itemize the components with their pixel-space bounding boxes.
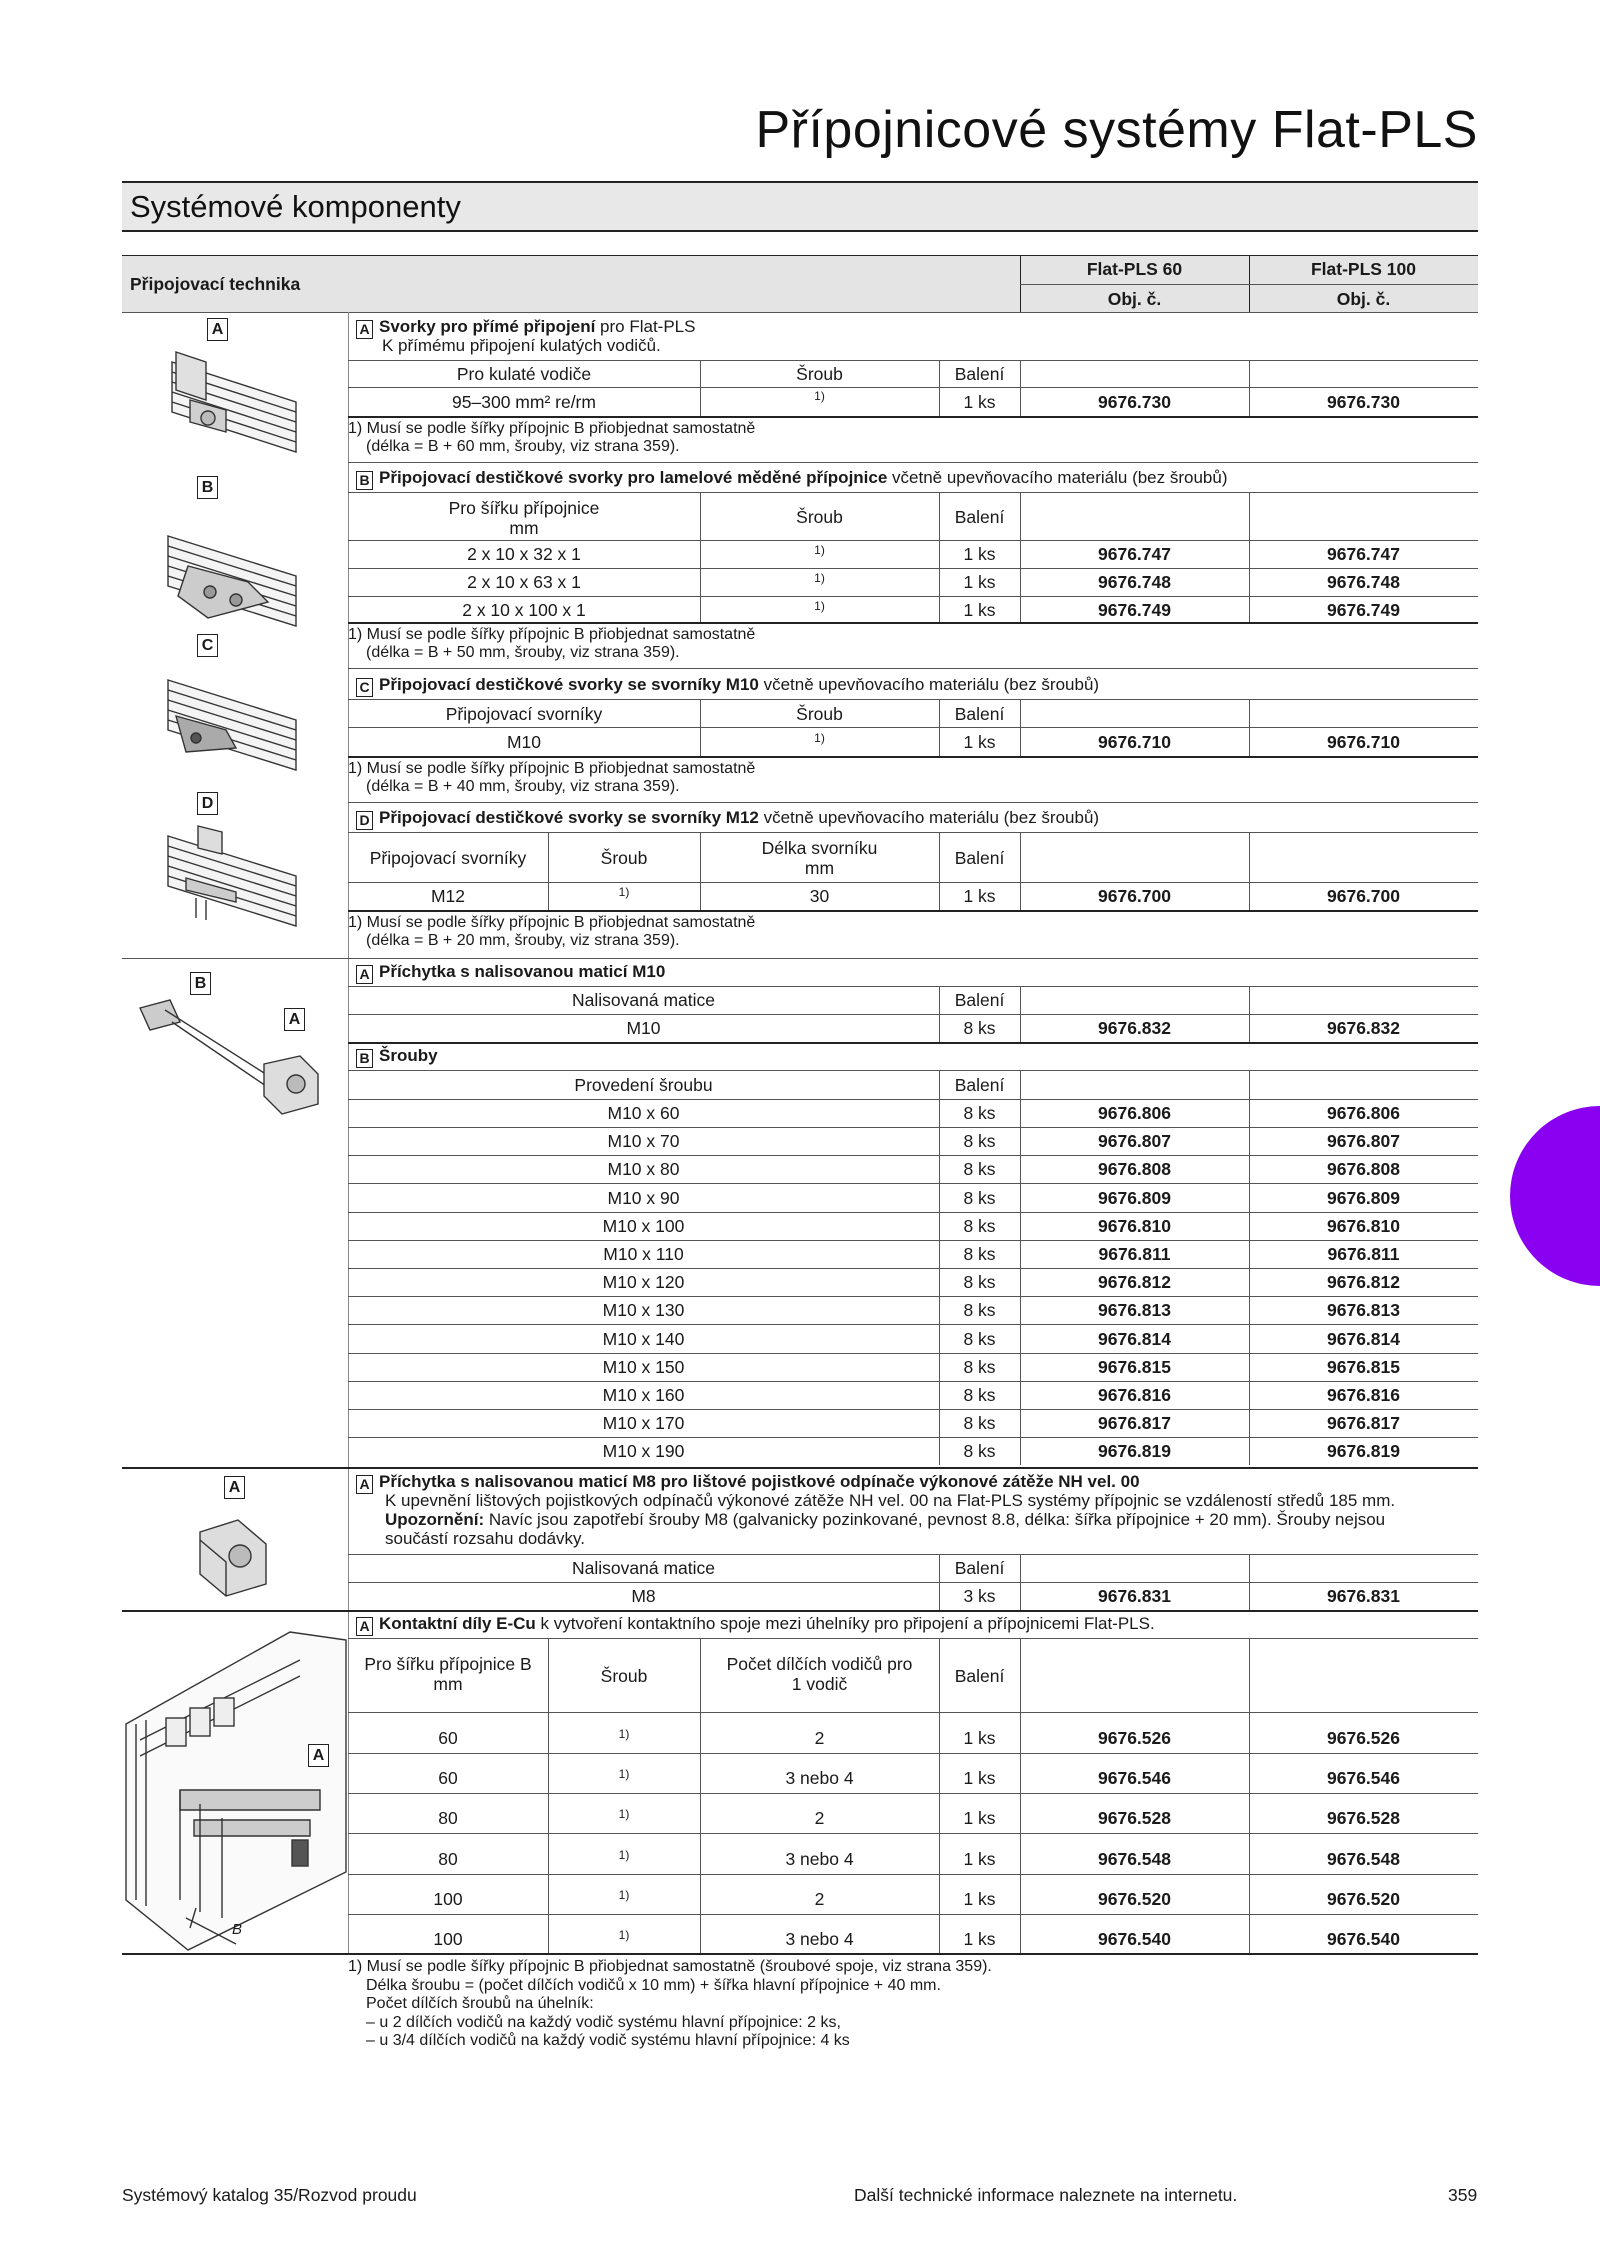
item-badge: D — [356, 811, 373, 830]
col-a-obj: Obj. č. — [1107, 289, 1162, 309]
table-cell: 30 — [809, 886, 830, 906]
order-number: 9676.814 — [1327, 1328, 1400, 1349]
table-cell: 8 ks — [963, 1131, 996, 1152]
table-cell: Balení — [954, 704, 1005, 724]
item-badge: A — [356, 320, 373, 339]
section-title: Systémové komponenty — [130, 189, 461, 224]
order-number: 9676.747 — [1098, 544, 1171, 564]
table-cell: 8 ks — [963, 1413, 996, 1434]
order-number: 9676.819 — [1098, 1441, 1171, 1462]
warning-text: Navíc jsou zapotřebí šrouby M8 (galvanicky pozinkované, pevnost 8.8, délka: šířka přípojnice + 20 mm). Šrouby nejsou — [484, 1510, 1386, 1529]
clip-m8-illustration — [200, 1520, 266, 1596]
table-cell: 8 ks — [963, 1215, 996, 1236]
table-cell: Nalisovaná matice — [572, 990, 715, 1010]
g7-description-end: součástí rozsahu dodávky. — [385, 1529, 586, 1548]
footnote-ref: 1) — [618, 1767, 630, 1782]
footnote: Počet dílčích šroubů na úhelník: — [366, 1995, 594, 2012]
table-cell: mm — [433, 1674, 463, 1694]
table-cell: 8 ks — [963, 1328, 996, 1349]
table-cell: Šroub — [600, 848, 648, 868]
page-number: 359 — [1448, 2185, 1478, 2205]
table-cell: 1 ks — [963, 1808, 996, 1829]
order-number: 9676.710 — [1327, 732, 1400, 752]
table-cell: Balení — [954, 1075, 1005, 1095]
table-cell: 8 ks — [963, 1441, 996, 1462]
table-cell: 3 ks — [963, 1586, 996, 1606]
item-title: Svorky pro přímé připojení — [379, 317, 596, 336]
order-number: 9676.809 — [1098, 1187, 1171, 1208]
footnote: 1) Musí se podle šířky přípojnic B přiobjednat samostatně — [348, 760, 756, 777]
order-number: 9676.540 — [1327, 1929, 1400, 1949]
table-cell: M10 — [626, 1018, 661, 1038]
table-cell: 80 — [438, 1848, 458, 1869]
footnote: (délka = B + 60 mm, šrouby, viz strana 359). — [366, 438, 680, 455]
footnote-ref: 1) — [618, 1727, 630, 1741]
col-b-obj: Obj. č. — [1336, 289, 1391, 309]
table-cell: 3 nebo 4 — [785, 1848, 854, 1869]
item-badge: A — [356, 965, 373, 984]
table-cell: Šroub — [600, 1666, 648, 1686]
table-cell: M10 x 110 — [603, 1244, 684, 1264]
footnote-ref: 1) — [618, 1847, 630, 1862]
col-b-title: Flat-PLS 100 — [1310, 259, 1417, 279]
footnote-ref: 1) — [618, 1887, 630, 1902]
table-cell: M8 — [631, 1586, 656, 1606]
image-label-a2: A — [284, 1008, 305, 1031]
order-number: 9676.548 — [1098, 1848, 1171, 1869]
item-title-rest: pro Flat-PLS — [595, 317, 696, 336]
table-cell: 8 ks — [963, 1385, 996, 1405]
table-cell: 1 vodič — [791, 1674, 848, 1694]
table-cell: Připojovací svorníky — [445, 704, 603, 724]
table-cell: 1 ks — [963, 732, 996, 752]
order-number: 9676.815 — [1327, 1356, 1400, 1377]
order-number: 9676.528 — [1098, 1808, 1171, 1829]
table-cell: 8 ks — [963, 1272, 996, 1293]
footnote: – u 2 dílčích vodičů na každý vodič systému hlavní přípojnice: 2 ks, — [366, 2013, 841, 2031]
table-cell: 8 ks — [963, 1103, 996, 1123]
table-cell: 1 ks — [963, 392, 996, 412]
table-cell: 1 ks — [963, 1848, 996, 1869]
table-cell: Počet dílčích vodičů pro — [726, 1654, 913, 1674]
order-number: 9676.807 — [1327, 1131, 1400, 1152]
table-cell: Balení — [954, 1666, 1005, 1686]
table-cell: Pro šířku přípojnice — [448, 498, 600, 518]
order-number: 9676.748 — [1327, 572, 1400, 592]
footnote: 1) Musí se podle šířky přípojnic B přiobjednat samostatně — [348, 914, 756, 931]
image-label-c: C — [197, 634, 218, 657]
table-cell: 2 x 10 x 100 x 1 — [462, 600, 586, 620]
order-number: 9676.528 — [1327, 1808, 1400, 1829]
table-cell: 1 ks — [963, 572, 996, 592]
order-number: 9676.710 — [1098, 732, 1171, 752]
dimension-label: B — [232, 1921, 243, 1938]
footer-info: Další technické informace naleznete na internetu. — [854, 2185, 1238, 2205]
order-number: 9676.813 — [1327, 1300, 1400, 1321]
order-number: 9676.806 — [1098, 1103, 1171, 1123]
table-cell: Šroub — [796, 704, 843, 724]
item-title: Připojovací destičkové svorky se svorníky M12 — [379, 808, 759, 827]
table-cell: M10 x 100 — [602, 1215, 685, 1236]
order-number: 9676.747 — [1327, 544, 1400, 564]
table-cell: 100 — [433, 1888, 463, 1909]
item-title-rest: včetně upevňovacího materiálu (bez šroubů) — [758, 675, 1100, 694]
order-number: 9676.749 — [1098, 600, 1171, 620]
table-cell: M10 x 150 — [602, 1356, 685, 1377]
clamp-b-illustration — [168, 536, 296, 626]
image-label-b2: B — [190, 972, 211, 995]
order-number: 9676.540 — [1098, 1929, 1171, 1949]
item-title: Příchytka s nalisovanou maticí M10 — [379, 962, 666, 981]
table-cell: 8 ks — [963, 1018, 996, 1038]
item-badge: B — [356, 1049, 373, 1068]
table-cell: M10 x 120 — [602, 1272, 685, 1293]
table-cell: 95–300 mm² re/rm — [452, 392, 596, 412]
order-number: 9676.816 — [1098, 1385, 1171, 1405]
table-cell: 8 ks — [963, 1244, 996, 1264]
table-cell: 1 ks — [963, 1728, 996, 1748]
order-number: 9676.730 — [1327, 392, 1400, 412]
order-number: 9676.730 — [1098, 392, 1171, 412]
table-cell: Provedení šroubu — [574, 1075, 713, 1095]
image-label-a3: A — [224, 1476, 245, 1499]
item-title: Příchytka s nalisovanou maticí M8 pro lištové pojistkové odpínače výkonové zátěže NH vel. 00 — [379, 1472, 1140, 1491]
image-label-b: B — [197, 476, 218, 499]
table-cell: 1 ks — [963, 1768, 996, 1789]
order-number: 9676.520 — [1327, 1888, 1400, 1909]
table-cell: Pro šířku přípojnice B — [364, 1654, 532, 1674]
table-cell: Šroub — [796, 364, 843, 384]
footnote-ref: 1) — [814, 599, 825, 613]
table-cell: Balení — [954, 990, 1005, 1010]
table-cell: mm — [804, 858, 835, 878]
table-cell: 1 ks — [963, 1929, 996, 1949]
category-label: Připojovací technika — [130, 274, 301, 294]
table-cell: 1 ks — [963, 600, 996, 620]
table-cell: Délka svorníku — [761, 838, 878, 858]
table-cell: Balení — [954, 848, 1005, 868]
order-number: 9676.748 — [1098, 572, 1171, 592]
order-number: 9676.810 — [1327, 1215, 1400, 1236]
order-number: 9676.807 — [1098, 1131, 1171, 1152]
clamp-a-illustration — [172, 352, 296, 452]
item-title: Kontaktní díly E-Cu — [379, 1614, 536, 1633]
footnote-ref: 1) — [814, 389, 825, 403]
table-cell: 8 ks — [963, 1187, 996, 1208]
order-number: 9676.810 — [1098, 1215, 1171, 1236]
table-cell: Balení — [954, 364, 1005, 384]
order-number: 9676.812 — [1098, 1272, 1171, 1293]
table-cell: 80 — [438, 1808, 458, 1829]
image-label-a: A — [207, 318, 228, 341]
order-number: 9676.700 — [1098, 886, 1171, 906]
table-cell: 60 — [438, 1768, 458, 1789]
table-cell: Připojovací svorníky — [369, 848, 527, 868]
table-cell: M10 x 60 — [607, 1103, 680, 1123]
table-cell: 8 ks — [963, 1356, 996, 1377]
item-title-rest: včetně upevňovacího materiálu (bez šroubů) — [758, 808, 1100, 827]
order-number: 9676.814 — [1098, 1328, 1171, 1349]
footnote-ref: 1) — [618, 885, 630, 899]
clamp-d-illustration — [168, 826, 296, 926]
table-cell: M10 x 80 — [607, 1159, 680, 1180]
order-number: 9676.831 — [1327, 1586, 1400, 1606]
table-cell: 2 — [814, 1728, 825, 1748]
footnote: 1) Musí se podle šířky přípojnic B přiobjednat samostatně (šroubové spoje, viz strana 359). — [348, 1958, 992, 1975]
footnote: 1) Musí se podle šířky přípojnic B přiobjednat samostatně — [348, 626, 756, 643]
table-cell: 1 ks — [963, 886, 996, 906]
order-number: 9676.813 — [1098, 1300, 1171, 1321]
item-badge: C — [356, 678, 373, 697]
footnote-ref: 1) — [814, 543, 825, 557]
col-a-title: Flat-PLS 60 — [1086, 259, 1183, 279]
order-number: 9676.546 — [1327, 1768, 1400, 1789]
footnote: – u 3/4 dílčích vodičů na každý vodič systému hlavní přípojnice: 4 ks — [366, 2032, 850, 2049]
warning-label: Upozornění: — [385, 1510, 485, 1529]
table-cell: 1 ks — [963, 544, 996, 564]
order-number: 9676.520 — [1098, 1888, 1171, 1909]
table-cell: M10 x 190 — [602, 1441, 685, 1462]
order-number: 9676.816 — [1327, 1385, 1400, 1405]
table-cell: M10 x 140 — [602, 1328, 685, 1349]
table-cell: 3 nebo 4 — [785, 1768, 854, 1789]
order-number: 9676.819 — [1327, 1441, 1400, 1462]
table-cell: Balení — [954, 1558, 1005, 1578]
footnote: (délka = B + 50 mm, šrouby, viz strana 359). — [366, 644, 680, 661]
table-cell: M10 x 90 — [607, 1187, 680, 1208]
table-cell: 8 ks — [963, 1159, 996, 1180]
order-number: 9676.817 — [1098, 1413, 1171, 1434]
order-number: 9676.808 — [1327, 1159, 1400, 1180]
order-number: 9676.526 — [1327, 1728, 1400, 1748]
image-label-a4: A — [308, 1744, 329, 1767]
table-cell: mm — [509, 518, 539, 538]
table-cell: 3 nebo 4 — [785, 1929, 854, 1949]
order-number: 9676.806 — [1327, 1103, 1400, 1123]
table-cell: M10 x 160 — [602, 1385, 685, 1405]
g1-subtitle: K přímému připojení kulatých vodičů. — [382, 336, 661, 355]
cabinet-ecu-illustration — [126, 1632, 346, 1950]
order-number: 9676.700 — [1327, 886, 1400, 906]
order-number: 9676.817 — [1327, 1413, 1400, 1434]
footnote-ref: 1) — [618, 1807, 630, 1822]
item-title: Připojovací destičkové svorky se svorníky M10 — [379, 675, 759, 694]
item-title-rest: včetně upevňovacího materiálu (bez šroubů) — [887, 468, 1228, 487]
item-badge: A — [356, 1475, 373, 1494]
table-cell: Pro kulaté vodiče — [456, 364, 592, 384]
g7-description: K upevnění lištových pojistkových odpínačů výkonové zátěže NH vel. 00 na Flat-PLS systémy přípojnic se vzdáleností středů 185 mm. — [385, 1491, 1396, 1510]
table-cell: M12 — [430, 886, 466, 906]
clamp-c-illustration — [168, 680, 296, 770]
table-cell: 2 x 10 x 63 x 1 — [467, 572, 581, 592]
item-badge: B — [356, 471, 373, 490]
footnote-ref: 1) — [618, 1928, 630, 1942]
table-cell: Šroub — [796, 507, 843, 527]
footnote-ref: 1) — [814, 571, 825, 585]
image-label-d: D — [197, 792, 218, 815]
table-cell: 2 x 10 x 32 x 1 — [467, 544, 581, 564]
order-number: 9676.809 — [1327, 1187, 1400, 1208]
table-cell: 60 — [438, 1728, 458, 1748]
order-number: 9676.812 — [1327, 1272, 1400, 1293]
order-number: 9676.832 — [1327, 1018, 1400, 1038]
table-cell: M10 x 130 — [602, 1300, 685, 1321]
order-number: 9676.811 — [1327, 1244, 1400, 1264]
order-number: 9676.526 — [1098, 1728, 1171, 1748]
order-number: 9676.808 — [1098, 1159, 1171, 1180]
footer-catalog: Systémový katalog 35/Rozvod proudu — [122, 2185, 417, 2205]
table-cell: Balení — [954, 507, 1005, 527]
table-cell: 2 — [814, 1888, 825, 1909]
page-title: Přípojnicové systémy Flat-PLS — [755, 101, 1478, 159]
item-badge: A — [356, 1617, 373, 1636]
footnote: (délka = B + 40 mm, šrouby, viz strana 359). — [366, 778, 680, 795]
item-title: Připojovací destičkové svorky pro lamelové měděné přípojnice — [379, 468, 888, 487]
table-cell: Nalisovaná matice — [572, 1558, 715, 1578]
table-cell: 100 — [433, 1929, 463, 1949]
order-number: 9676.548 — [1327, 1848, 1400, 1869]
table-cell: M10 — [506, 732, 542, 752]
order-number: 9676.832 — [1098, 1018, 1171, 1038]
table-cell: M10 x 70 — [607, 1131, 680, 1152]
order-number: 9676.831 — [1098, 1586, 1171, 1606]
item-title: Šrouby — [379, 1046, 438, 1065]
table-cell: 2 — [814, 1808, 825, 1829]
table-cell: 8 ks — [963, 1300, 996, 1321]
order-number: 9676.811 — [1098, 1244, 1171, 1264]
table-cell: 1 ks — [963, 1888, 996, 1909]
footnote-ref: 1) — [814, 731, 825, 745]
order-number: 9676.749 — [1327, 600, 1400, 620]
footnote: (délka = B + 20 mm, šrouby, viz strana 359). — [366, 932, 680, 949]
order-number: 9676.815 — [1098, 1356, 1171, 1377]
footnote: 1) Musí se podle šířky přípojnic B přiobjednat samostatně — [348, 420, 756, 437]
order-number: 9676.546 — [1098, 1768, 1171, 1789]
item-title-rest: k vytvoření kontaktního spoje mezi úhelníky pro připojení a přípojnicemi Flat-PLS. — [535, 1614, 1155, 1633]
table-cell: M10 x 170 — [602, 1413, 685, 1434]
footnote: Délka šroubu = (počet dílčích vodičů x 10 mm) + šířka hlavní přípojnice + 40 mm. — [366, 1976, 941, 1994]
